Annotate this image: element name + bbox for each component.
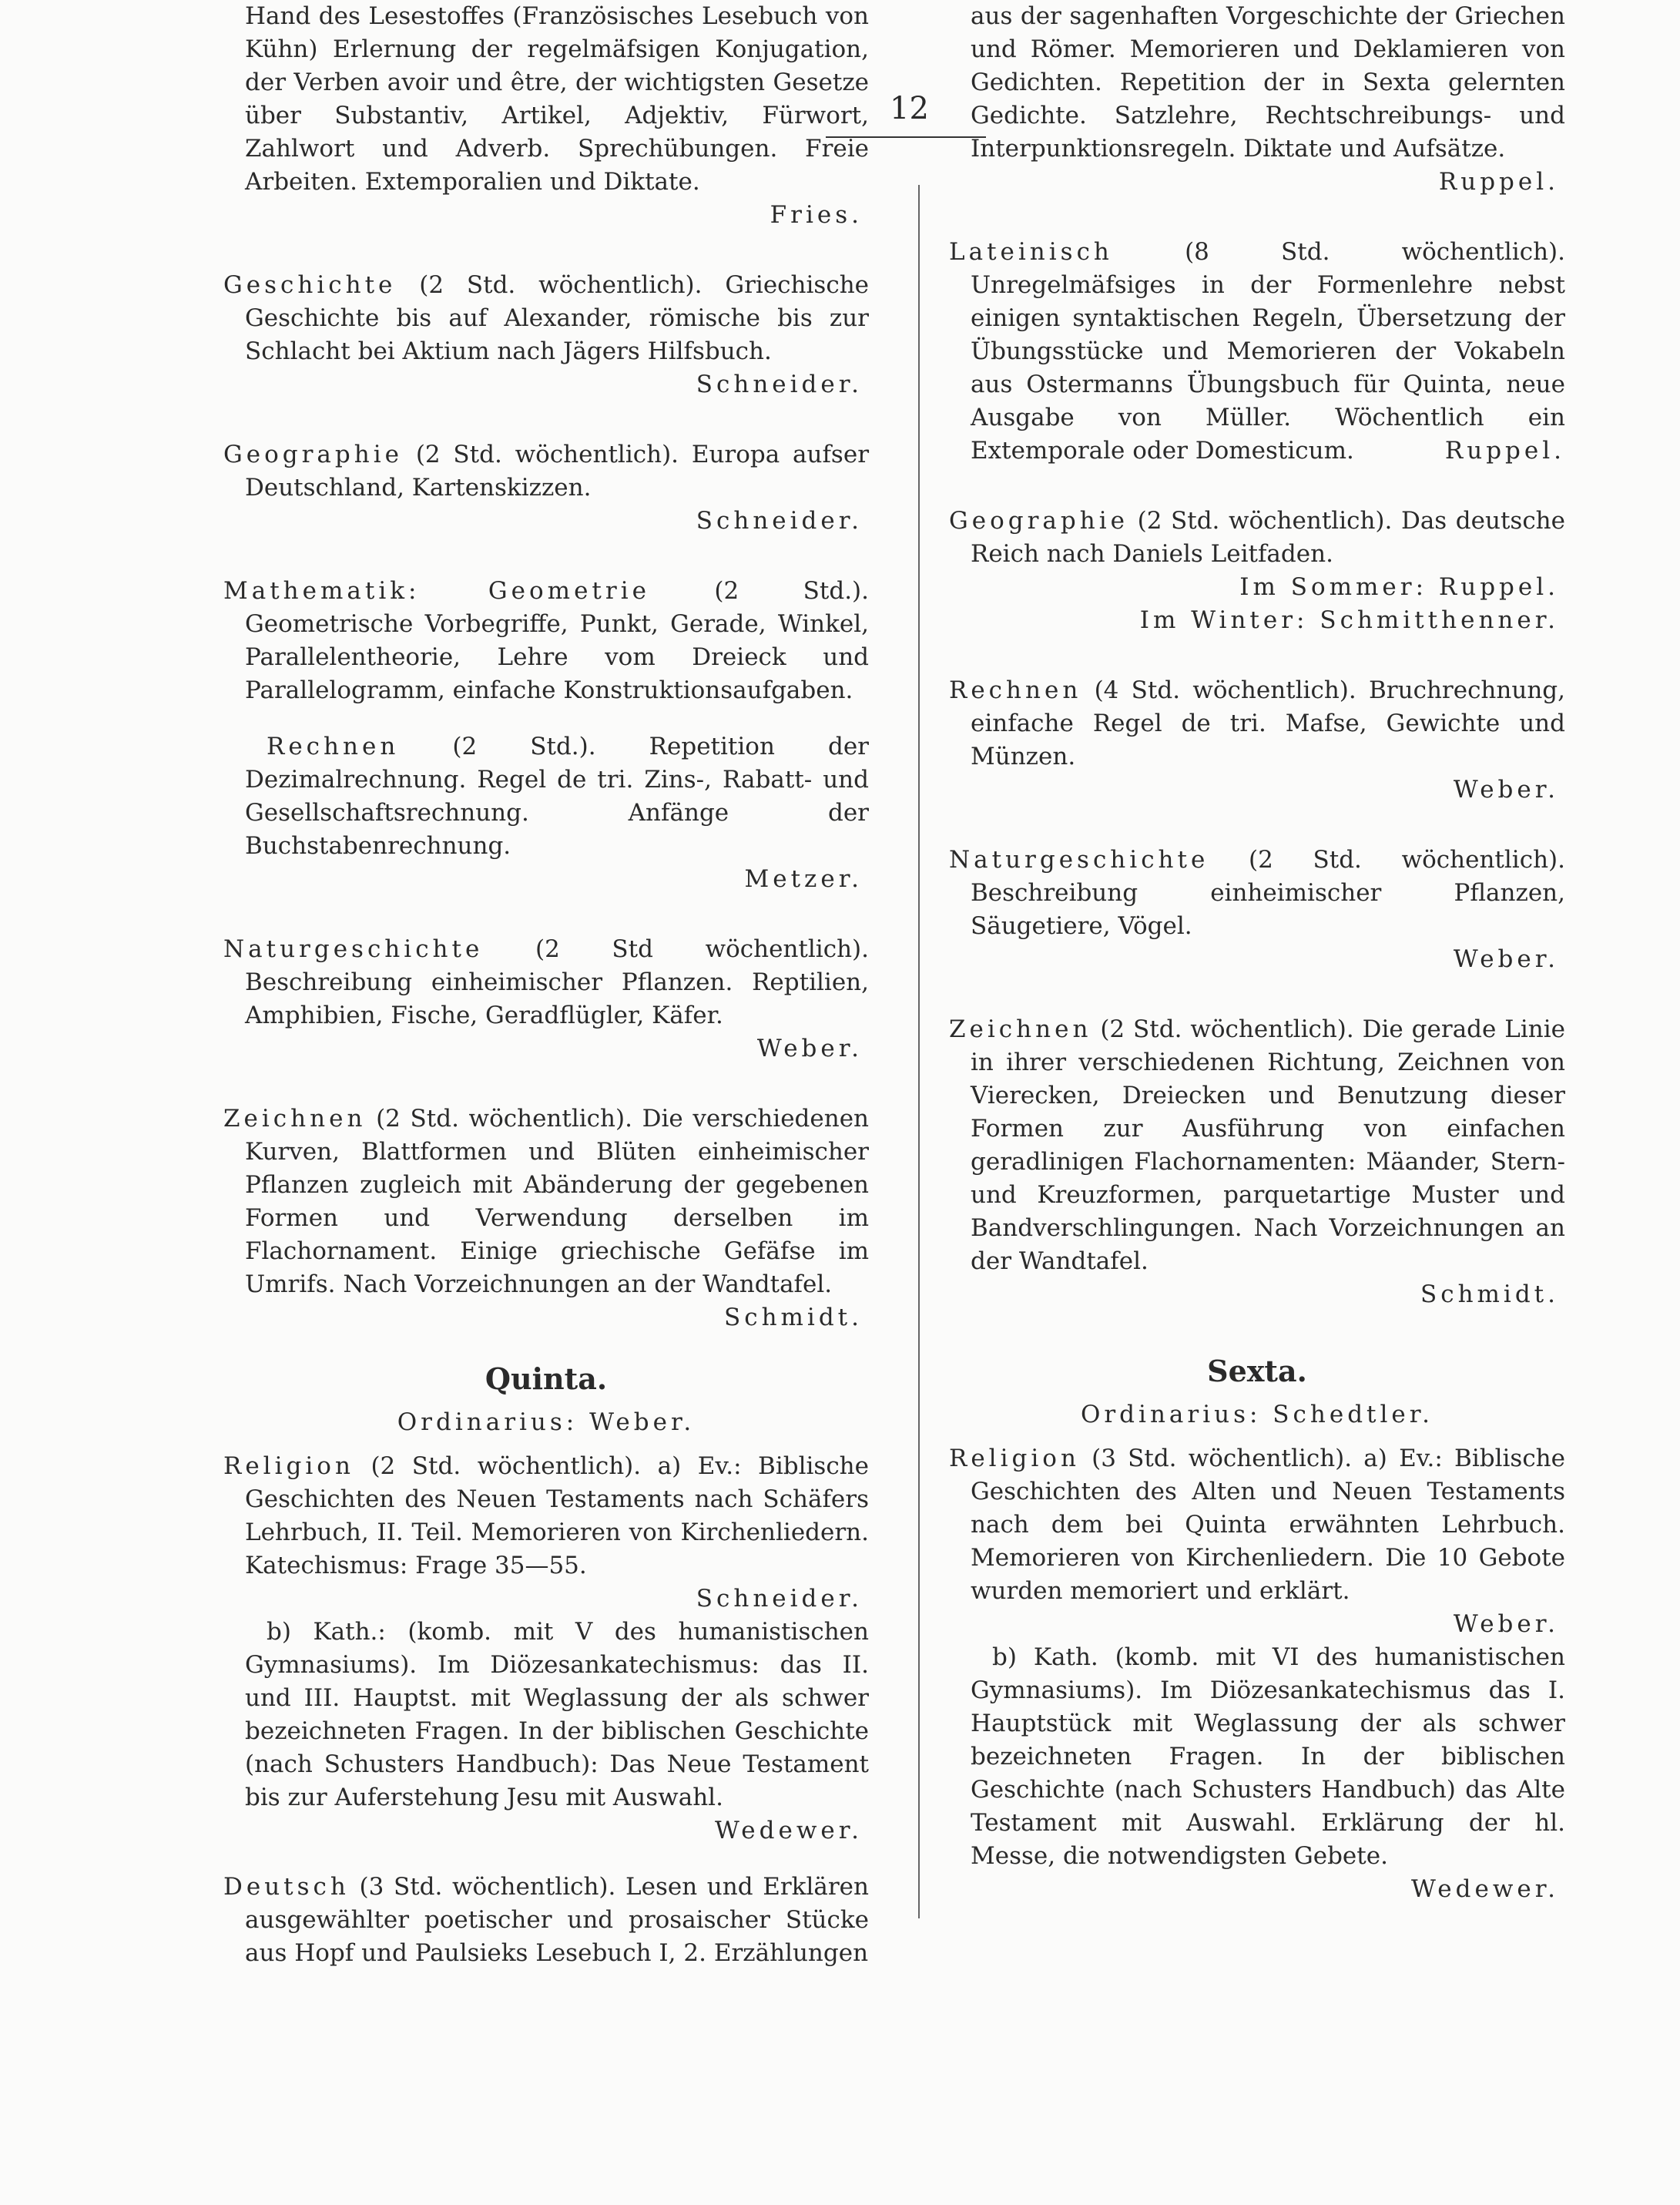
subject-label: Geographie <box>223 441 403 468</box>
signature: Ruppel. <box>1444 437 1565 465</box>
entry-geographie <box>223 438 869 505</box>
deutsch-continued <box>949 0 1565 166</box>
signature: Metzer. <box>744 865 863 893</box>
entry-text: b) Kath.: (komb. mit V des humanistischen Gymnasiums). Im Diözesankatechismus: das II. und III. Hauptst. mit Weglassung der als schwer bezeichneten Fragen. In der biblischen Geschichte (nach Schusters Handbuch): Das Neue Testament bis zur Auferstehung Jesu mit Auswahl. <box>245 1618 869 1811</box>
subject-label: Religion <box>949 1445 1080 1472</box>
entry-geschichte <box>223 269 869 368</box>
entry-zeichnen <box>223 1102 869 1301</box>
entry-rechnen-quinta <box>949 674 1565 774</box>
entry-lateinisch <box>949 236 1565 468</box>
entry-text: b) Kath. (komb. mit VI des humanistischen Gymnasiums). Im Diözesankatechismus das I. Hauptstück mit Weglassung der als schwer bezeichneten Fragen. In der biblischen Geschichte (nach Schusters Handbuch) das Alte Testament mit Auswahl. Erklärung der hl. Messe, die notwendigsten Gebete. <box>971 1643 1565 1870</box>
right-column <box>949 0 1565 1906</box>
signature: Weber. <box>1453 1610 1559 1638</box>
signature: Schmidt. <box>1420 1280 1559 1308</box>
entry-text: (4 Std. wöchentlich). Bruchrechnung, einfache Regel de tri. Mafse, Gewichte und Münzen. <box>971 676 1565 770</box>
entry-deutsch <box>223 1871 869 1970</box>
signature: Ruppel. <box>1438 168 1559 196</box>
subject-label: Lateinisch <box>949 238 1113 266</box>
signature: Fries. <box>770 201 863 229</box>
entry-text: (2 Std. wöchentlich). Das deutsche Reich nach Daniels Leitfaden. <box>971 507 1565 568</box>
page-number: 12 <box>890 91 929 126</box>
entry-text: (2 Std. wöchentlich). Die verschiedenen Kurven, Blattformen und Blüten einheimischer Pflanzen zugleich mit Abänderung der gegebenen Formen und Verwendung derselben im Flachornament. Einige griechische Gefäfse im Umrifs. Nach Vorzeichnungen an der Wandtafel. <box>245 1105 870 1298</box>
entry-geographie-quinta <box>949 505 1565 571</box>
entry-naturgeschichte-quinta <box>949 844 1565 943</box>
subject-label: Mathematik: Geometrie <box>223 577 650 605</box>
left-column <box>223 0 869 1970</box>
entry-text: (2 Std. wöchentlich). Griechische Geschichte bis auf Alexander, römische bis zur Schlacht bei Aktium nach Jägers Hilfsbuch. <box>245 271 870 365</box>
signature: Weber. <box>1453 945 1559 973</box>
subject-label: Rechnen <box>949 676 1082 704</box>
entry-mathematik <box>223 575 869 707</box>
entry-text: (3 Std. wöchentlich). a) Ev.: Biblische Geschichten des Alten und Neuen Testaments nach dem bei Quinta erwähnten Lehrbuch. Memorieren von Kirchenliedern. Die 10 Gebote wurden memoriert und erklärt. <box>971 1445 1565 1605</box>
signature: Wedewer. <box>1410 1875 1559 1903</box>
signature: Schneider. <box>696 371 863 398</box>
entry-text: (2 Std. wöchentlich). Europa aufser Deutschland, Kartenskizzen. <box>245 441 870 502</box>
entry-text: (8 Std. wöchentlich). Unregelmäfsiges in der Formenlehre nebst einigen syntaktischen Regeln, Übersetzung der Übungsstücke und Memorieren der Vokabeln aus Ostermanns Übungsbuch für Quinta, neue Ausgabe von Müller. Wöchentlich ein Extemporale oder Domesticum. <box>971 238 1565 465</box>
entry-text: (2 Std.). Repetition der Dezimalrechnung. Regel de tri. Zins-, Rabatt- und Gesellschaftsrechnung. Anfänge der Buchstabenrechnung. <box>245 733 869 860</box>
entry-text: aus der sagenhaften Vorgeschichte der Griechen und Römer. Memorieren und Deklamieren von Gedichten. Repetition der in Sexta gelernten Gedichte. Satzlehre, Rechtschreibungs- und Interpunktionsregeln. Diktate und Aufsätze. <box>971 2 1565 163</box>
teacher-winter: Im Winter: Schmitthenner. <box>1139 606 1559 634</box>
subject-label: Naturgeschichte <box>223 935 484 963</box>
entry-rechnen <box>223 730 869 863</box>
subject-label: Religion <box>223 1452 354 1480</box>
french-text: Hand des Lesestoffes (Französisches Lesebuch von Kühn) Erlernung der regelmäfsigen Konjugation, der Verben avoir und être, der wichtigsten Gesetze über Substantiv, Artikel, Adjektiv, Fürwort, Zahlwort und Adverb. Sprechübungen. Freie Arbeiten. Extemporalien und Diktate. <box>245 2 869 196</box>
subject-label: Naturgeschichte <box>949 846 1209 874</box>
entry-religion-kath <box>223 1616 869 1814</box>
signature: Schneider. <box>696 507 863 535</box>
entry-religion-sexta <box>949 1442 1565 1608</box>
subject-label: Zeichnen <box>223 1105 367 1133</box>
entry-text: (2 Std. wöchentlich). a) Ev.: Biblische Geschichten des Neuen Testaments nach Schäfers Lehrbuch, II. Teil. Memorieren von Kirchenliedern. Katechismus: Frage 35—55. <box>245 1452 869 1579</box>
entry-naturgeschichte <box>223 933 869 1032</box>
signature: Schneider. <box>696 1585 863 1613</box>
entry-religion-quinta <box>223 1450 869 1582</box>
subject-label: Zeichnen <box>949 1015 1092 1043</box>
entry-text: (2 Std. wöchentlich). Die gerade Linie in ihrer verschiedenen Richtung, Zeichnen von Vierecken, Dreiecken und Benutzung dieser Formen zur Ausführung von einfachen geradlinigen Flachornamenten: Mäander, Stern- und Kreuzformen, parquetartige Muster und Bandverschlingungen. Nach Vorzeichnungen an der Wandtafel. <box>971 1015 1566 1275</box>
ordinarius-sexta: Ordinarius: Schedtler. <box>1080 1401 1434 1428</box>
ordinarius-quinta: Ordinarius: Weber. <box>397 1408 696 1436</box>
signature: Weber. <box>756 1035 863 1062</box>
entry-religion-sexta-kath <box>949 1641 1565 1873</box>
signature: Schmidt. <box>723 1304 863 1331</box>
entry-text: (3 Std. wöchentlich). Lesen und Erklären ausgewählter poetischer und prosaischer Stücke aus Hopf und Paulsieks Lesebuch I, 2. Erzählungen <box>245 1873 869 1967</box>
subject-label: Geschichte <box>223 271 397 299</box>
french-continued <box>223 0 869 199</box>
signature: Wedewer. <box>714 1817 863 1844</box>
entry-text: (2 Std wöchentlich). Beschreibung einheimischer Pflanzen. Reptilien, Amphibien, Fische, Geradflügler, Käfer. <box>245 935 869 1029</box>
entry-text: (2 Std. wöchentlich). Beschreibung einheimischer Pflanzen, Säugetiere, Vögel. <box>971 846 1565 940</box>
subject-label: Geographie <box>949 507 1128 535</box>
section-title-sexta: Sexta. <box>1207 1354 1307 1388</box>
subject-label: Deutsch <box>223 1873 350 1901</box>
column-divider <box>918 185 920 1918</box>
subject-label: Rechnen <box>267 733 400 760</box>
entry-text: (2 Std.). Geometrische Vorbegriffe, Punkt, Gerade, Winkel, Parallelentheorie, Lehre vom Dreieck und Parallelogramm, einfache Konstruktionsaufgaben. <box>245 577 869 704</box>
signature: Weber. <box>1453 776 1559 804</box>
teacher-summer: Im Sommer: Ruppel. <box>1239 573 1559 601</box>
section-title-quinta: Quinta. <box>485 1361 608 1396</box>
entry-zeichnen-quinta <box>949 1013 1565 1278</box>
